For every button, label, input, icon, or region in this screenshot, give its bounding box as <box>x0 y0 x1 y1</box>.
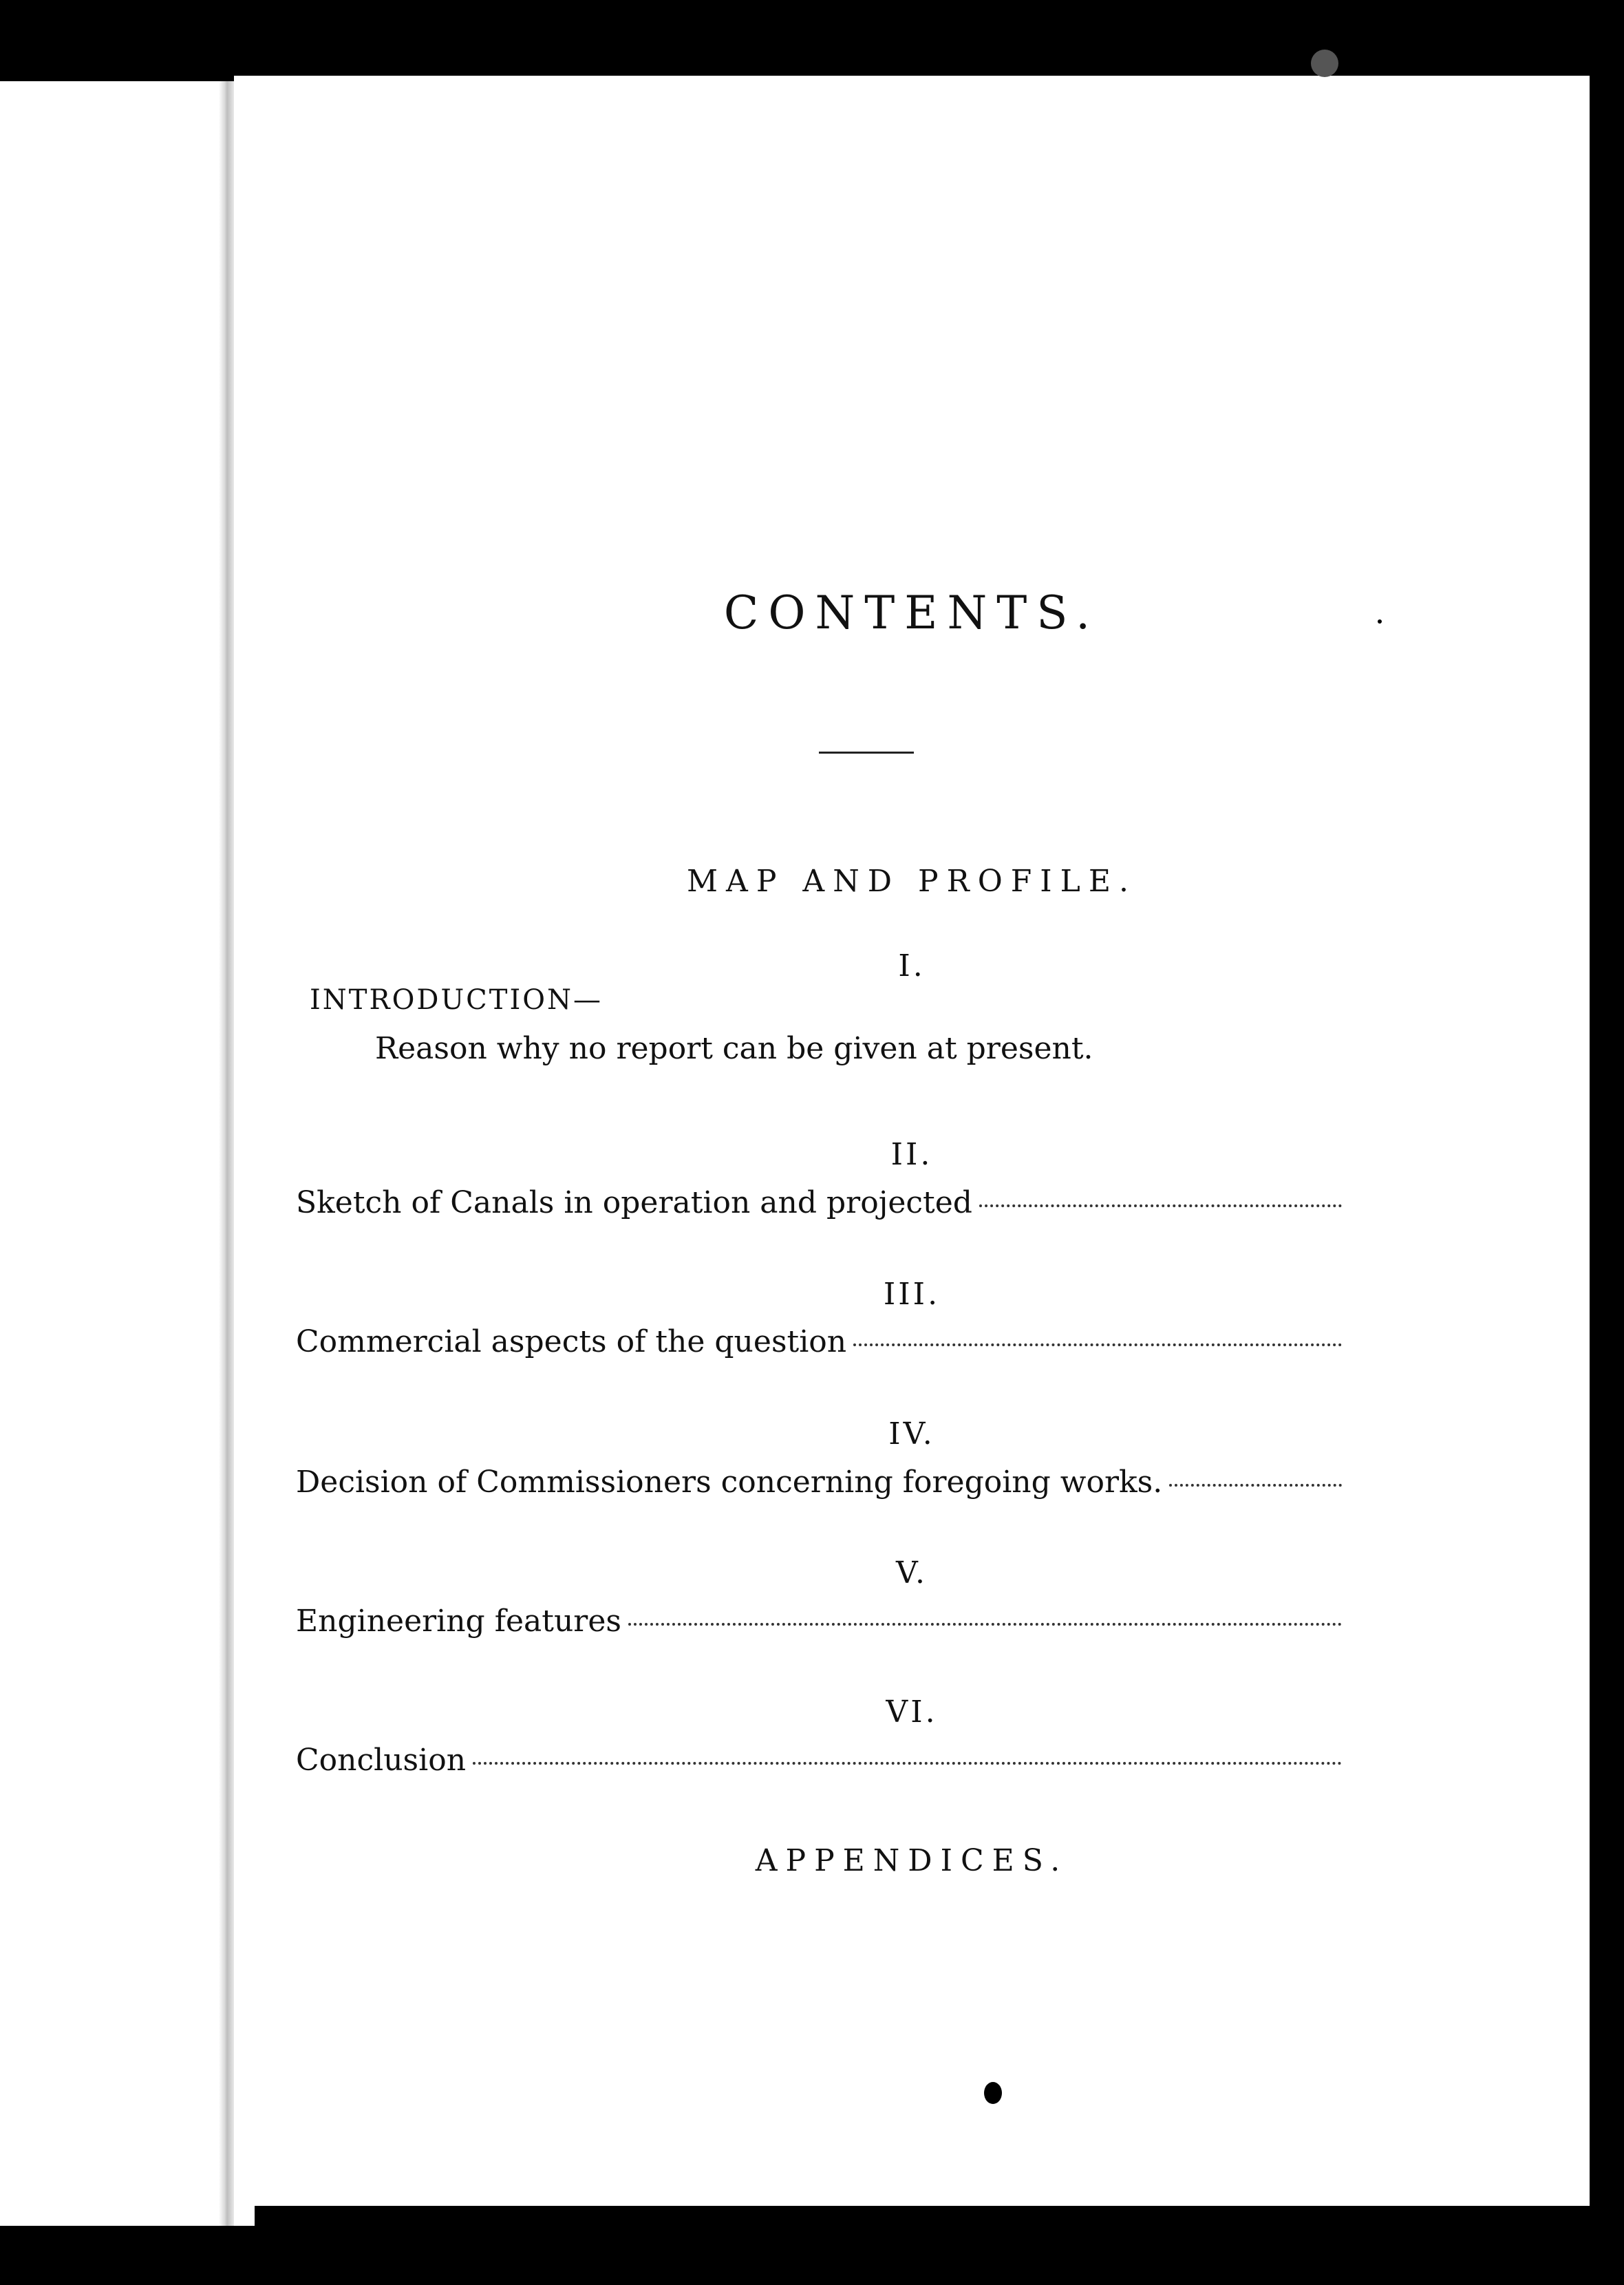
map-and-profile-heading: MAP AND PROFILE. <box>687 864 1137 899</box>
toc-entry-6 <box>296 1743 1342 1778</box>
section-numeral-2: II. <box>890 1137 933 1172</box>
toc-entry-label: Commercial aspects of the question <box>296 1324 847 1359</box>
dot-leader <box>853 1343 1342 1346</box>
toc-entry-5 <box>296 1604 1342 1639</box>
appendices-heading: APPENDICES. <box>755 1843 1069 1878</box>
section-numeral-1: I. <box>898 948 926 984</box>
dot-leader <box>979 1204 1342 1207</box>
ink-speck <box>1378 619 1382 624</box>
introduction-heading: INTRODUCTION— <box>310 984 603 1016</box>
toc-entry-2 <box>296 1185 1342 1220</box>
left-page-fragment <box>0 81 255 2226</box>
toc-entry-label: Engineering features <box>296 1604 621 1639</box>
title-rule <box>819 752 914 754</box>
toc-entry-label: Sketch of Canals in operation and projected <box>296 1185 972 1220</box>
dot-leader <box>628 1623 1342 1626</box>
section-numeral-4: IV. <box>888 1416 935 1452</box>
contents-page <box>234 76 1590 2206</box>
toc-entry-label: Decision of Commissioners concerning foregoing works. <box>296 1465 1163 1500</box>
page-title: CONTENTS. <box>723 586 1100 639</box>
scan-artifact <box>1311 50 1338 77</box>
book-gutter <box>219 81 234 2226</box>
toc-entry-label: Conclusion <box>296 1743 467 1778</box>
introduction-entry: Reason why no report can be given at present. <box>375 1031 1093 1066</box>
section-numeral-3: III. <box>883 1277 941 1312</box>
dot-leader <box>473 1762 1342 1765</box>
section-numeral-6: VI. <box>886 1694 938 1730</box>
section-numeral-5: V. <box>895 1555 928 1591</box>
toc-entry-4 <box>296 1465 1342 1500</box>
toc-entry-3 <box>296 1324 1342 1359</box>
ink-blot <box>984 2082 1002 2104</box>
dot-leader <box>1169 1484 1342 1487</box>
